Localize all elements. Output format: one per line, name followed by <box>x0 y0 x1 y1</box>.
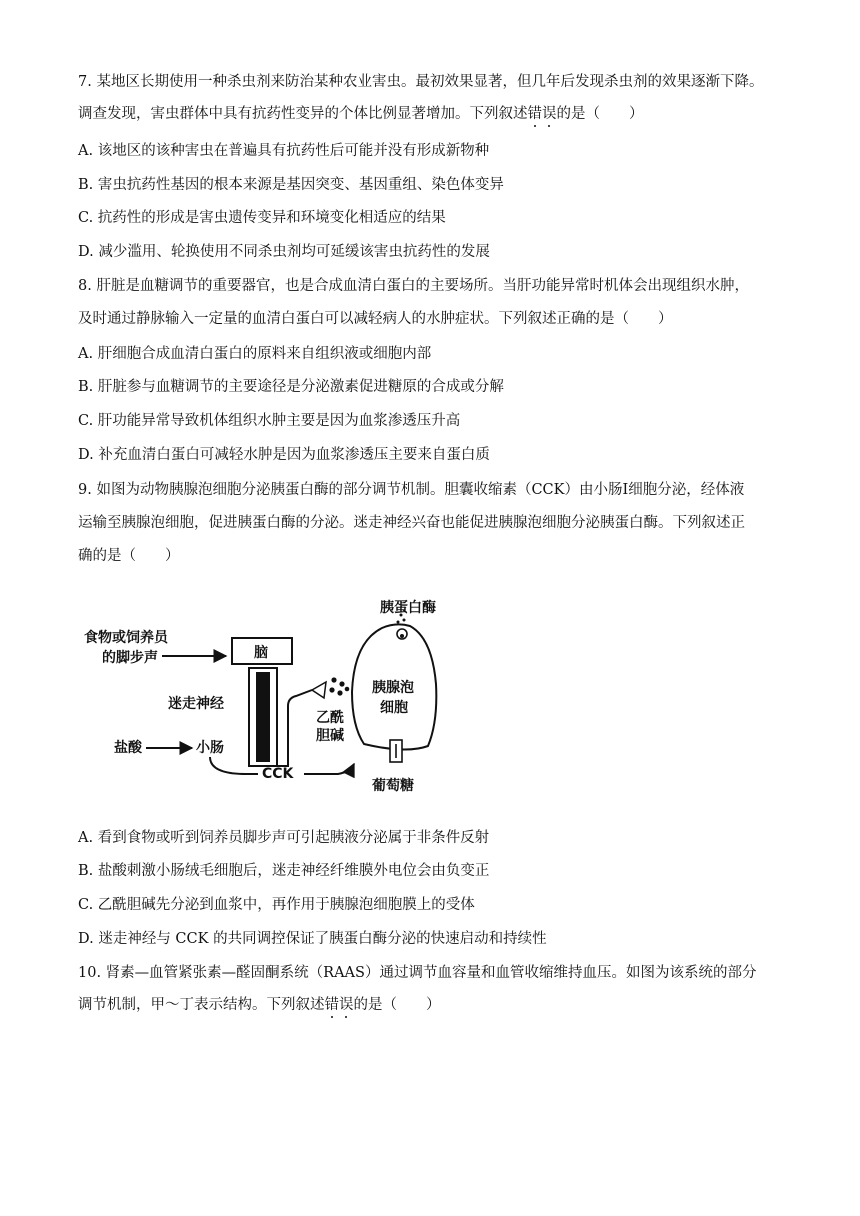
q10-stem-text: 调节机制，甲～丁表示结构。下列叙述 <box>78 997 325 1013</box>
vagus-label: 迷走神经 <box>168 696 224 712</box>
q7-option-b: B. 害虫抗药性基因的根本来源是基因突变、基因重组、染色体变异 <box>78 177 504 193</box>
trypsin-dot <box>403 619 406 622</box>
ach-vesicle <box>339 681 344 686</box>
q7-stem-text: 调查发现，害虫群体中具有抗药性变异的个体比例显著增加。下列叙述 <box>78 106 528 122</box>
emphasis-char: 错 <box>324 997 339 1013</box>
q10-stem-line-1: 10. 肾素—血管紧张素—醛固酮系统（RAAS）通过调节血容量和血管收缩维持血压。如图为该系统的部分 <box>78 965 757 981</box>
q7-option-d: D. 减少滥用、轮换使用不同杀虫剂均可延缓该害虫抗药性的发展 <box>78 244 490 260</box>
ach-vesicle <box>337 690 342 695</box>
q10-stem-line-2 <box>78 995 798 1015</box>
pancreatic-regulation-diagram <box>76 594 436 804</box>
nerve-ending <box>277 690 312 766</box>
q8-option-d: D. 补充血清白蛋白可减轻水肿是因为血浆渗透压主要来自蛋白质 <box>78 447 490 463</box>
intestine-label: 小肠 <box>196 740 224 756</box>
emphasis-char: 误 <box>339 997 354 1013</box>
cck-label: CCK <box>262 766 294 782</box>
stimulus-label: 食物或饲养员 <box>84 630 168 646</box>
q8-option-b: B. 肝脏参与血糖调节的主要途径是分泌激素促进糖原的合成或分解 <box>78 379 504 395</box>
q7-stem-line-2 <box>78 104 798 124</box>
emphasis-char: 误 <box>542 106 557 122</box>
stimulus-label: 的脚步声 <box>102 650 158 666</box>
q9-option-d: D. 迷走神经与 CCK 的共同调控保证了胰蛋白酶分泌的快速启动和持续性 <box>78 931 547 947</box>
q9-option-b: B. 盐酸刺激小肠绒毛细胞后，迷走神经纤维膜外电位会由负变正 <box>78 863 490 879</box>
q8-stem-line-2: 及时通过静脉输入一定量的血清白蛋白可以减轻病人的水肿症状。下列叙述正确的是（ ） <box>78 311 673 327</box>
q9-option-c: C. 乙酰胆碱先分泌到血浆中，再作用于胰腺泡细胞膜上的受体 <box>78 897 475 913</box>
q9-stem-line-3: 确的是（ ） <box>78 548 180 564</box>
trypsin-label: 胰蛋白酶 <box>380 600 436 616</box>
answer-blank: 的是（ ） <box>353 997 441 1013</box>
q8-option-a: A. 肝细胞合成血清白蛋白的原料来自组织液或细胞内部 <box>78 346 432 362</box>
acid-label: 盐酸 <box>114 740 142 756</box>
ach-vesicle <box>331 677 336 682</box>
vagus-nerve-fiber <box>256 672 270 762</box>
brain-label: 脑 <box>254 645 268 661</box>
q9-stem-line-2: 运输至胰腺泡细胞，促进胰蛋白酶的分泌。迷走神经兴奋也能促进胰腺泡细胞分泌胰蛋白酶。下列叙述正 <box>78 515 745 531</box>
cck-arrow <box>304 764 354 774</box>
q8-stem-line-1: 8. 肝脏是血糖调节的重要器官，也是合成血清白蛋白的主要场所。当肝功能异常时机体会出现组织水肿， <box>78 278 749 294</box>
answer-blank: 的是（ ） <box>556 106 644 122</box>
secretory-granule <box>400 634 404 638</box>
trypsin-dot <box>397 621 400 624</box>
ach-label: 乙酰 <box>316 710 344 726</box>
q7-stem-line-1: 7. 某地区长期使用一种杀虫剂来防治某种农业害虫。最初效果显著，但几年后发现杀虫剂的效果逐渐下降。 <box>78 74 764 90</box>
ach-vesicle <box>345 687 350 692</box>
emphasis-char: 错 <box>527 106 542 122</box>
q9-stem-line-1: 9. 如图为动物胰腺泡细胞分泌胰蛋白酶的部分调节机制。胆囊收缩素（CCK）由小肠Ⅰ细胞分泌，经体液 <box>78 482 745 498</box>
ach-label: 胆碱 <box>316 728 344 744</box>
q7-option-a: A. 该地区的该种害虫在普遍具有抗药性后可能并没有形成新物种 <box>78 143 490 159</box>
cell-label: 胰腺泡 <box>372 680 414 696</box>
glucose-label: 葡萄糖 <box>372 778 414 794</box>
q7-option-c: C. 抗药性的形成是害虫遗传变异和环境变化相适应的结果 <box>78 210 446 226</box>
ach-vesicle <box>329 687 334 692</box>
nerve-terminal <box>312 682 326 698</box>
q9-option-a: A. 看到食物或听到饲养员脚步声可引起胰液分泌属于非条件反射 <box>78 830 490 846</box>
cell-label: 细胞 <box>380 700 408 716</box>
q8-option-c: C. 肝功能异常导致机体组织水肿主要是因为血浆渗透压升高 <box>78 413 461 429</box>
